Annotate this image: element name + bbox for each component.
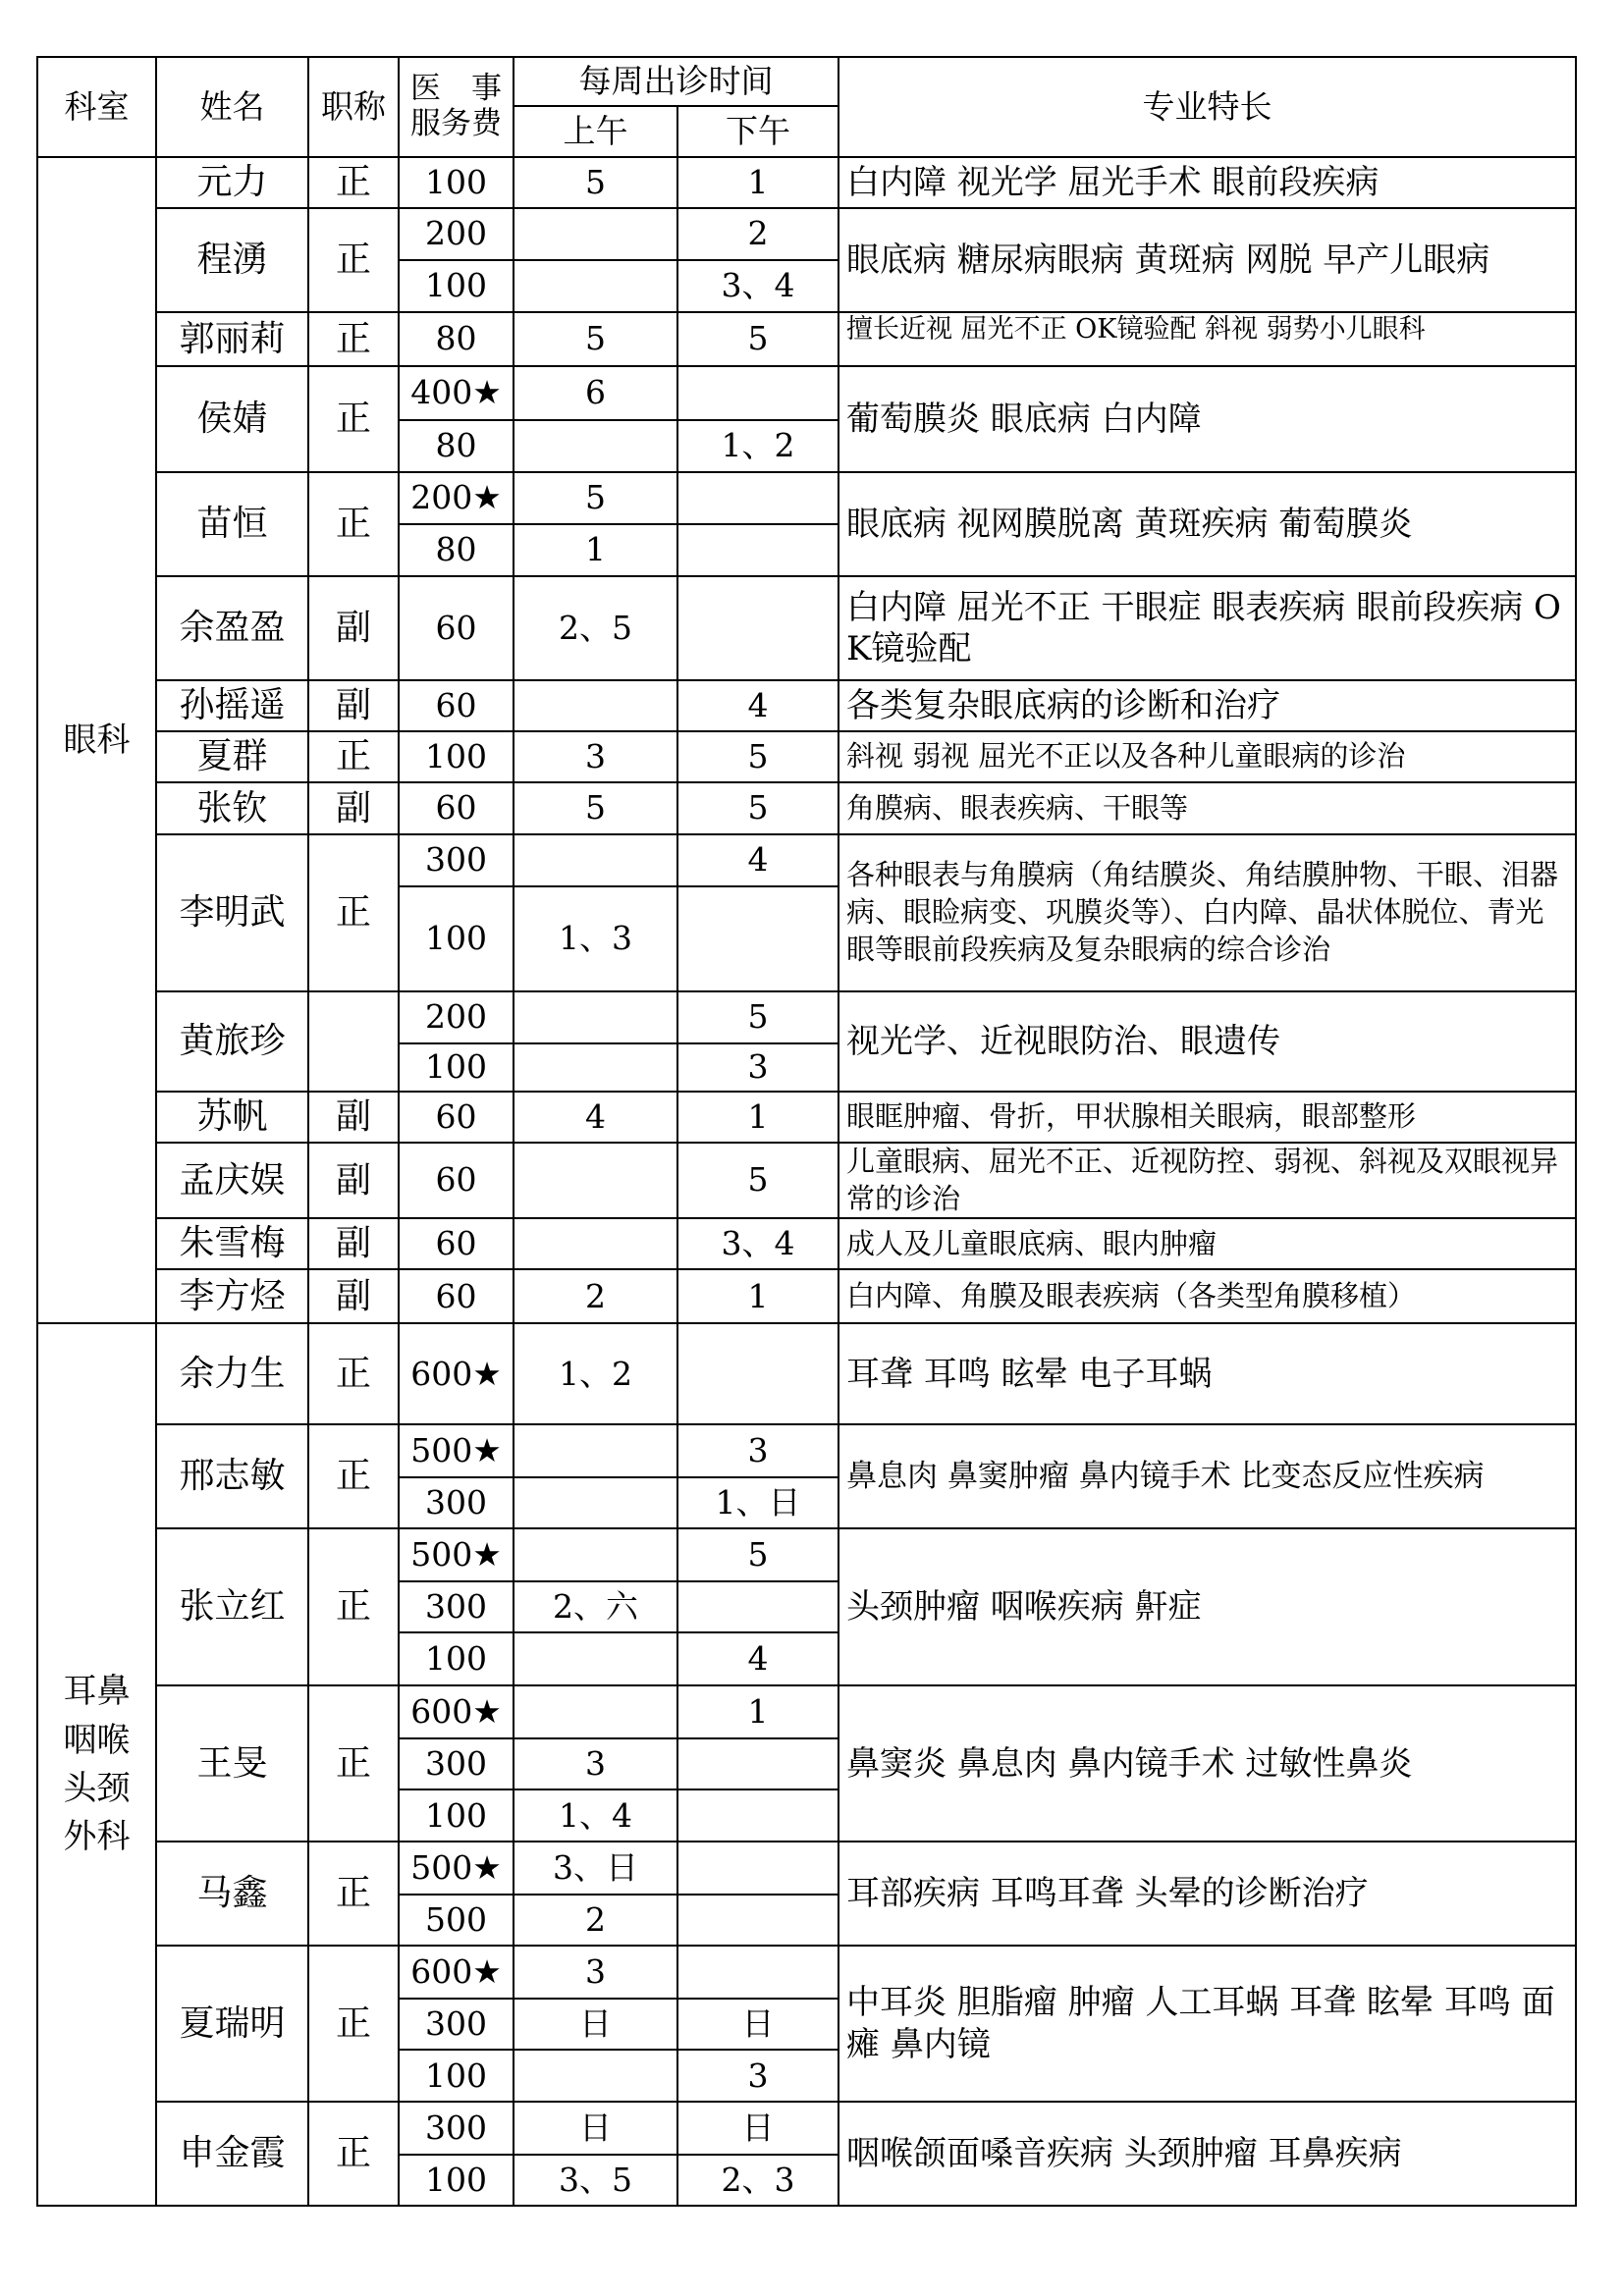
afternoon-cell [677, 524, 839, 576]
specialty-text: 斜视 弱视 屈光不正以及各种儿童眼病的诊治 [846, 739, 1406, 774]
afternoon-cell [677, 1323, 839, 1424]
doctor-name: 侯婧 [156, 366, 308, 472]
fee-cell: 300 [399, 1999, 514, 2050]
morning-cell [514, 260, 677, 312]
morning-cell [514, 1632, 677, 1685]
table-row [37, 366, 1576, 420]
afternoon-cell [677, 1738, 839, 1789]
doctor-title: 副 [308, 1143, 399, 1218]
doctor-title: 正 [308, 1685, 399, 1842]
fee-cell: 100 [399, 2050, 514, 2102]
table-row [37, 1218, 1576, 1269]
afternoon-cell: 5 [677, 731, 839, 782]
afternoon-cell: 3 [677, 1043, 839, 1092]
doctor-title: 正 [308, 1424, 399, 1528]
afternoon-cell: 5 [677, 1528, 839, 1581]
department-name-line: 头颈 [63, 1768, 131, 1808]
department-cell [37, 1323, 156, 2206]
specialty-text: 各种眼表与角膜病（角结膜炎、角结膜肿物、干眼、泪器病、眼睑病变、巩膜炎等）、白内障、晶状体脱位、青光眼等眼前段疾病及复杂眼病的综合诊治 [846, 858, 1559, 966]
specialty-text: 各类复杂眼底病的诊断和治疗 [846, 685, 1280, 725]
specialty-cell [839, 731, 1576, 782]
fee-cell: 100 [399, 731, 514, 782]
doctor-title: 正 [308, 1528, 399, 1685]
morning-cell: 5 [514, 312, 677, 366]
fee-cell: 100 [399, 886, 514, 991]
header-specialty: 专业特长 [839, 57, 1576, 157]
doctor-title: 正 [308, 472, 399, 576]
doctor-title: 正 [308, 366, 399, 472]
doctor-name: 申金霞 [156, 2102, 308, 2206]
table-row [37, 834, 1576, 886]
specialty-text: 葡萄膜炎 眼底病 白内障 [846, 399, 1202, 439]
specialty-text: 成人及儿童眼底病、眼内肿瘤 [846, 1226, 1217, 1260]
afternoon-cell: 1 [677, 1685, 839, 1738]
doctor-name: 李明武 [156, 834, 308, 991]
morning-cell: 5 [514, 157, 677, 208]
header-schedule: 每周出诊时间 [514, 57, 839, 106]
specialty-text: 白内障 视光学 屈光手术 眼前段疾病 [846, 162, 1380, 202]
specialty-cell [839, 208, 1576, 312]
morning-cell: 4 [514, 1092, 677, 1143]
fee-cell: 60 [399, 1092, 514, 1143]
doctor-name: 朱雪梅 [156, 1218, 308, 1269]
doctor-name: 苏帆 [156, 1092, 308, 1143]
specialty-cell [839, 991, 1576, 1092]
morning-cell: 2、5 [514, 576, 677, 680]
doctor-name: 夏瑞明 [156, 1946, 308, 2102]
department-name-line: 外科 [63, 1817, 131, 1857]
fee-cell: 400★ [399, 366, 514, 420]
doctor-name: 夏群 [156, 731, 308, 782]
afternoon-cell: 5 [677, 782, 839, 834]
morning-cell: 1、2 [514, 1323, 677, 1424]
table-row [37, 1946, 1576, 1999]
specialty-text: 中耳炎 胆脂瘤 肿瘤 人工耳蜗 耳聋 眩晕 耳鸣 面瘫 鼻内镜 [846, 1983, 1555, 2064]
doctor-schedule-table [36, 56, 1577, 2207]
afternoon-cell [677, 886, 839, 991]
fee-cell: 80 [399, 312, 514, 366]
afternoon-cell [677, 472, 839, 524]
specialty-text: 鼻息肉 鼻窦肿瘤 鼻内镜手术 比变态反应性疾病 [846, 1458, 1485, 1494]
fee-cell: 80 [399, 420, 514, 472]
doctor-name: 张立红 [156, 1528, 308, 1685]
afternoon-cell: 3、4 [677, 1218, 839, 1269]
department-name-line: 耳鼻 [63, 1672, 131, 1712]
fee-cell: 100 [399, 1632, 514, 1685]
morning-cell: 1 [514, 524, 677, 576]
morning-cell [514, 680, 677, 731]
doctor-title: 正 [308, 731, 399, 782]
doctor-name: 孟庆娱 [156, 1143, 308, 1218]
fee-cell: 100 [399, 260, 514, 312]
afternoon-cell: 1、日 [677, 1477, 839, 1528]
afternoon-cell: 3、4 [677, 260, 839, 312]
morning-cell [514, 420, 677, 472]
table-row [37, 208, 1576, 260]
morning-cell: 3、日 [514, 1842, 677, 1895]
fee-cell: 100 [399, 1789, 514, 1842]
specialty-cell [839, 576, 1576, 680]
afternoon-cell: 5 [677, 1143, 839, 1218]
afternoon-cell: 日 [677, 2102, 839, 2155]
doctor-name: 张钦 [156, 782, 308, 834]
specialty-text: 眼底病 视网膜脱离 黄斑疾病 葡萄膜炎 [846, 504, 1413, 544]
fee-cell: 60 [399, 782, 514, 834]
morning-cell [514, 1685, 677, 1738]
fee-cell: 300 [399, 1581, 514, 1632]
morning-cell: 2 [514, 1895, 677, 1946]
fee-cell: 600★ [399, 1323, 514, 1424]
fee-cell: 500★ [399, 1424, 514, 1477]
fee-cell: 500★ [399, 1842, 514, 1895]
specialty-cell [839, 312, 1576, 366]
morning-cell [514, 1143, 677, 1218]
fee-cell: 600★ [399, 1685, 514, 1738]
doctor-name: 苗恒 [156, 472, 308, 576]
table-row [37, 157, 1576, 208]
afternoon-cell: 1、2 [677, 420, 839, 472]
table-row [37, 1424, 1576, 1477]
afternoon-cell: 3 [677, 1424, 839, 1477]
doctor-name: 程湧 [156, 208, 308, 312]
afternoon-cell: 2、3 [677, 2155, 839, 2206]
morning-cell [514, 2050, 677, 2102]
morning-cell [514, 1528, 677, 1581]
table-row [37, 1842, 1576, 1895]
doctor-name: 马鑫 [156, 1842, 308, 1946]
morning-cell [514, 1043, 677, 1092]
morning-cell: 5 [514, 782, 677, 834]
afternoon-cell: 日 [677, 1999, 839, 2050]
afternoon-cell [677, 1789, 839, 1842]
specialty-cell [839, 366, 1576, 472]
specialty-text: 擅长近视 屈光不正 OK镜验配 斜视 弱势小儿眼科 [846, 314, 1426, 345]
specialty-text: 白内障、角膜及眼表疾病（各类型角膜移植） [846, 1279, 1417, 1313]
afternoon-cell [677, 1895, 839, 1946]
doctor-title: 正 [308, 834, 399, 991]
specialty-cell [839, 1528, 1576, 1685]
fee-cell: 200 [399, 208, 514, 260]
table-row [37, 731, 1576, 782]
specialty-text: 角膜病、眼表疾病、干眼等 [846, 790, 1189, 825]
doctor-title: 副 [308, 1092, 399, 1143]
specialty-cell [839, 157, 1576, 208]
afternoon-cell: 4 [677, 680, 839, 731]
fee-cell: 500★ [399, 1528, 514, 1581]
specialty-cell [839, 1842, 1576, 1946]
doctor-name: 李方烃 [156, 1269, 308, 1323]
doctor-name: 余盈盈 [156, 576, 308, 680]
table-row [37, 1323, 1576, 1424]
specialty-cell [839, 1424, 1576, 1528]
specialty-cell [839, 1218, 1576, 1269]
header-fee-line2: 服务费 [410, 106, 502, 141]
header-afternoon: 下午 [677, 106, 839, 157]
table-row [37, 1685, 1576, 1738]
fee-cell: 200★ [399, 472, 514, 524]
morning-cell [514, 208, 677, 260]
fee-cell: 60 [399, 1269, 514, 1323]
afternoon-cell: 3 [677, 2050, 839, 2102]
doctor-title: 副 [308, 1218, 399, 1269]
doctor-name: 元力 [156, 157, 308, 208]
fee-cell: 80 [399, 524, 514, 576]
department-cell: 眼科 [37, 157, 156, 1323]
table-row [37, 1269, 1576, 1323]
morning-cell [514, 991, 677, 1043]
doctor-title [308, 991, 399, 1092]
table-row [37, 782, 1576, 834]
doctor-name: 孙摇遥 [156, 680, 308, 731]
table-row [37, 2102, 1576, 2155]
doctor-title: 正 [308, 1842, 399, 1946]
specialty-text: 视光学、近视眼防治、眼遗传 [846, 1021, 1280, 1061]
afternoon-cell [677, 576, 839, 680]
specialty-text: 眼眶肿瘤、骨折，甲状腺相关眼病，眼部整形 [846, 1099, 1417, 1134]
fee-cell: 60 [399, 680, 514, 731]
table-row [37, 1092, 1576, 1143]
table-row [37, 576, 1576, 680]
afternoon-cell [677, 1946, 839, 1999]
specialty-text: 头颈肿瘤 咽喉疾病 鼾症 [846, 1587, 1202, 1628]
afternoon-cell: 2 [677, 208, 839, 260]
doctor-title: 正 [308, 208, 399, 312]
afternoon-cell: 1 [677, 1269, 839, 1323]
fee-cell: 60 [399, 1143, 514, 1218]
afternoon-cell [677, 1581, 839, 1632]
specialty-cell [839, 1946, 1576, 2102]
header-department: 科室 [37, 57, 156, 157]
fee-cell: 60 [399, 576, 514, 680]
afternoon-cell: 5 [677, 991, 839, 1043]
doctor-name: 余力生 [156, 1323, 308, 1424]
specialty-text: 耳部疾病 耳鸣耳聋 头晕的诊断治疗 [846, 1874, 1369, 1914]
doctor-title: 副 [308, 1269, 399, 1323]
specialty-text: 眼底病 糖尿病眼病 黄斑病 网脱 早产儿眼病 [846, 240, 1490, 280]
afternoon-cell: 4 [677, 1632, 839, 1685]
fee-cell: 100 [399, 157, 514, 208]
morning-cell: 3 [514, 1738, 677, 1789]
morning-cell [514, 1424, 677, 1477]
specialty-cell [839, 1143, 1576, 1218]
morning-cell [514, 1477, 677, 1528]
header-name: 姓名 [156, 57, 308, 157]
doctor-name: 王旻 [156, 1685, 308, 1842]
table-row [37, 991, 1576, 1043]
header-fee-line1: 医 事 [410, 71, 502, 107]
doctor-title: 正 [308, 312, 399, 366]
table-row [37, 680, 1576, 731]
afternoon-cell: 4 [677, 834, 839, 886]
fee-cell: 600★ [399, 1946, 514, 1999]
afternoon-cell: 1 [677, 1092, 839, 1143]
fee-cell: 100 [399, 2155, 514, 2206]
specialty-text: 咽喉颌面嗓音疾病 头颈肿瘤 耳鼻疾病 [846, 2134, 1402, 2174]
header-title: 职称 [308, 57, 399, 157]
doctor-title: 副 [308, 680, 399, 731]
doctor-title: 副 [308, 782, 399, 834]
specialty-text: 白内障 屈光不正 干眼症 眼表疾病 眼前段疾病 OK镜验配 [846, 587, 1561, 668]
morning-cell [514, 834, 677, 886]
specialty-cell [839, 782, 1576, 834]
table-row [37, 312, 1576, 366]
specialty-cell [839, 472, 1576, 576]
afternoon-cell: 1 [677, 157, 839, 208]
fee-cell: 300 [399, 834, 514, 886]
morning-cell [514, 1218, 677, 1269]
morning-cell: 6 [514, 366, 677, 420]
specialty-cell [839, 680, 1576, 731]
fee-cell: 300 [399, 1738, 514, 1789]
specialty-cell [839, 1323, 1576, 1424]
morning-cell: 3、5 [514, 2155, 677, 2206]
afternoon-cell [677, 366, 839, 420]
fee-cell: 300 [399, 1477, 514, 1528]
fee-cell: 100 [399, 1043, 514, 1092]
specialty-text: 鼻窦炎 鼻息肉 鼻内镜手术 过敏性鼻炎 [846, 1743, 1413, 1784]
doctor-name: 郭丽莉 [156, 312, 308, 366]
specialty-cell [839, 1269, 1576, 1323]
fee-cell: 200 [399, 991, 514, 1043]
morning-cell: 3 [514, 1946, 677, 1999]
specialty-cell [839, 834, 1576, 991]
doctor-name: 邢志敏 [156, 1424, 308, 1528]
table-row [37, 472, 1576, 524]
morning-cell: 2、六 [514, 1581, 677, 1632]
morning-cell: 5 [514, 472, 677, 524]
department-name-line: 咽喉 [63, 1720, 131, 1760]
specialty-cell [839, 2102, 1576, 2206]
morning-cell: 1、4 [514, 1789, 677, 1842]
table-row [37, 1143, 1576, 1218]
specialty-text: 儿童眼病、屈光不正、近视防控、弱视、斜视及双眼视异常的诊治 [846, 1145, 1559, 1215]
doctor-name: 黄旅珍 [156, 991, 308, 1092]
doctor-title: 正 [308, 2102, 399, 2206]
fee-cell: 500 [399, 1895, 514, 1946]
fee-cell: 300 [399, 2102, 514, 2155]
morning-cell: 3 [514, 731, 677, 782]
header-morning: 上午 [514, 106, 677, 157]
doctor-title: 正 [308, 1323, 399, 1424]
afternoon-cell: 5 [677, 312, 839, 366]
fee-cell: 60 [399, 1218, 514, 1269]
afternoon-cell [677, 1842, 839, 1895]
morning-cell: 日 [514, 1999, 677, 2050]
morning-cell: 2 [514, 1269, 677, 1323]
doctor-title: 正 [308, 1946, 399, 2102]
doctor-title: 正 [308, 157, 399, 208]
doctor-title: 副 [308, 576, 399, 680]
morning-cell: 日 [514, 2102, 677, 2155]
header-fee [399, 57, 514, 157]
table-row [37, 1528, 1576, 1581]
morning-cell: 1、3 [514, 886, 677, 991]
specialty-cell [839, 1092, 1576, 1143]
specialty-text: 耳聋 耳鸣 眩晕 电子耳蜗 [846, 1354, 1213, 1394]
specialty-cell [839, 1685, 1576, 1842]
